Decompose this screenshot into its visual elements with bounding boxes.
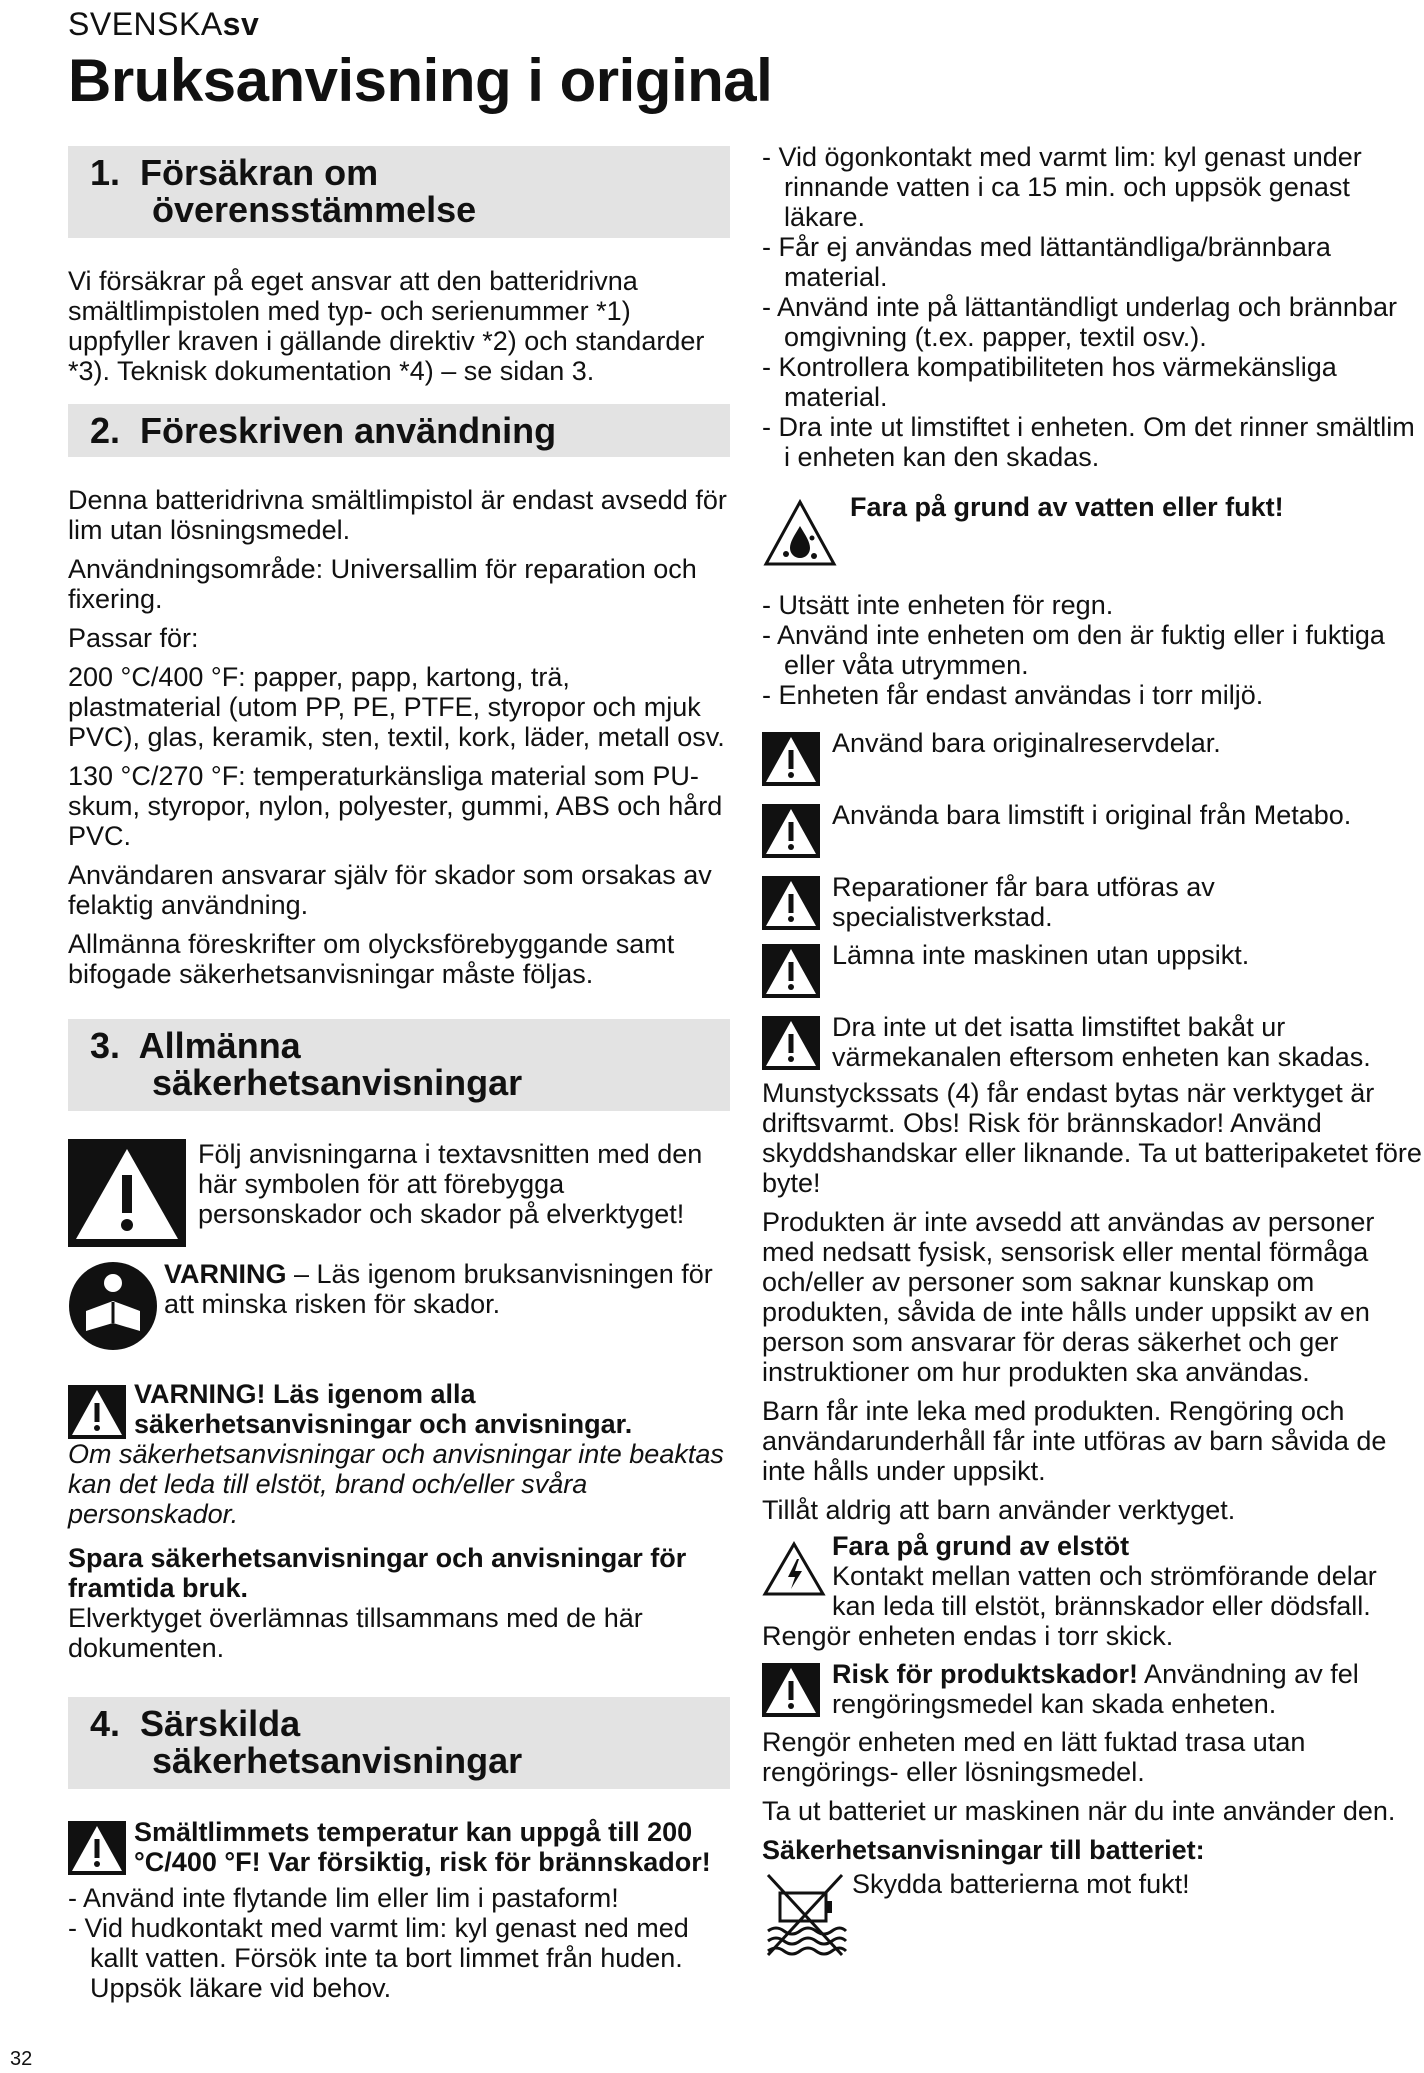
warning-triangle-icon — [762, 876, 820, 930]
section-2-heading: 2. Föreskriven användning — [68, 404, 730, 457]
children-text: Barn får inte leka med produkten. Rengöring och användarunderhåll får inte utföras av barn såvida de inte hålls under uppsikt. — [762, 1396, 1387, 1486]
list-item: - Kontrollera kompatibiliteten hos värmekänsliga material. — [762, 352, 1424, 412]
warning-triangle-icon — [68, 1385, 126, 1439]
list-item: - Vid hudkontakt med varmt lim: kyl genast ned med kallt vatten. Försök inte ta bort limmet från huden. Uppsök läkare vid behov. — [68, 1913, 728, 2003]
list-item: - Utsätt inte enheten för regn. — [762, 590, 1424, 620]
page-number: 32 — [10, 2048, 33, 2070]
cleaning-text: Rengör enheten med en lätt fuktad trasa utan rengörings- eller lösningsmedel. — [762, 1727, 1306, 1787]
unattended-warning: Lämna inte maskinen utan uppsikt. — [762, 940, 1424, 998]
battery-moisture-warning: Skydda batterierna mot fukt! — [762, 1869, 1424, 1959]
list-item: - Använd inte på lättantändligt underlag och brännbar omgivning (t.ex. papper, textil osv.). — [762, 292, 1424, 352]
nozzle-text: Munstyckssats (4) får endast bytas när verktyget är driftsvarmt. Obs! Risk för brännskador! Använd skyddshandskar eller liknande. Ta ut batteripaketet före byte! — [762, 1078, 1422, 1198]
symbol-explanation: Följ anvisningarna i textavsnitten med den här symbolen för att förebygga personskador och skador på elverktyget! — [68, 1139, 728, 1247]
list-item: - Använd inte flytande lim eller lim i pastaform! — [68, 1883, 728, 1913]
product-damage-warning: Risk för produktskador! Användning av fel rengöringsmedel kan skada enheten. — [762, 1659, 1424, 1719]
glue-stick-removal-warning: Dra inte ut det isatta limstiftet bakåt ur värmekanalen eftersom enheten kan skadas. — [762, 1012, 1424, 1072]
suitable-for-label: Passar för: — [68, 623, 199, 653]
save-instructions-heading: Spara säkerhetsanvisningar och anvisningar för framtida bruk. — [68, 1543, 687, 1603]
warning-triangle-icon — [68, 1821, 126, 1875]
warning-word: VARNING — [164, 1259, 287, 1289]
large-warning-triangle-icon — [68, 1139, 186, 1247]
battery-safety-heading: Säkerhetsanvisningar till batteriet: — [762, 1835, 1205, 1865]
repairs-warning: Reparationer får bara utföras av specialistverkstad. — [762, 872, 1424, 932]
section-3-heading: 3. Allmänna säkerhetsanvisningar — [68, 1019, 730, 1111]
special-safety-list — [68, 1883, 728, 2003]
water-safety-list — [762, 590, 1424, 710]
language-label: SVENSKAsv — [68, 6, 260, 42]
read-manual-icon — [68, 1261, 158, 1351]
list-item: - Vid ögonkontakt med varmt lim: kyl genast under rinnande vatten i ca 15 min. och uppsök genast läkare. — [762, 142, 1424, 232]
list-item: - Får ej användas med lättantändliga/brännbara material. — [762, 232, 1424, 292]
general-warning: VARNING! Läs igenom alla säkerhetsanvisningar och anvisningar. — [68, 1379, 728, 1439]
warning-consequence-text: Om säkerhetsanvisningar och anvisningar inte beaktas kan det leda till elstöt, brand och/eller svåra personskador. — [68, 1439, 724, 1529]
read-manual-row: VARNING – Läs igenom bruksanvisningen för att minska risken för skador. — [68, 1255, 728, 1351]
right-column — [762, 142, 1424, 1971]
left-column — [68, 146, 728, 2009]
warning-triangle-icon — [762, 944, 820, 998]
list-item: - Använd inte enheten om den är fuktig eller i fuktiga eller våta utrymmen. — [762, 620, 1424, 680]
electric-shock-icon — [762, 1541, 826, 1597]
list-item: - Dra inte ut limstiftet i enheten. Om det rinner smältlim i enheten kan den skadas. — [762, 412, 1424, 472]
application-text: Användningsområde: Universallim för reparation och fixering. — [68, 554, 697, 614]
list-item: - Enheten får endast användas i torr miljö. — [762, 680, 1424, 710]
electric-shock-warning: Fara på grund av elstöt Kontakt mellan vatten och strömförande delar kan leda till elstöt, brännskador eller dödsfall. Rengör enheten endas i torr skick. — [762, 1531, 1377, 1651]
water-warning: Fara på grund av vatten eller fukt! — [762, 492, 1424, 568]
section-1-heading: 1. Försäkran om överensstämmelse — [68, 146, 730, 238]
warning-triangle-icon — [762, 804, 820, 858]
regulations-text: Allmänna föreskrifter om olycksförebyggande samt bifogade säkerhetsanvisningar måste följas. — [68, 929, 675, 989]
original-glue-sticks-warning: Använda bara limstift i original från Metabo. — [762, 800, 1424, 858]
declaration-text: Vi försäkrar på eget ansvar att den batteridrivna smältlimpistolen med typ- och serienummer *1) uppfyller kraven i gällande direktiv *2) och standarder *3). Teknisk dokumentation *4) – se sidan 3. — [68, 266, 705, 386]
materials-130-text: 130 °C/270 °F: temperaturkänsliga material som PU-skum, styropor, nylon, polyester, gummi, ABS och hård PVC. — [68, 761, 723, 851]
remove-battery-text: Ta ut batteriet ur maskinen när du inte använder den. — [762, 1796, 1396, 1826]
children-tool-text: Tillåt aldrig att barn använder verktyget. — [762, 1495, 1236, 1525]
temperature-warning: Smältlimmets temperatur kan uppgå till 200 °C/400 °F! Var försiktig, risk för brännskador! — [68, 1817, 728, 1877]
warning-triangle-icon — [762, 1016, 820, 1070]
warning-triangle-icon — [762, 1663, 820, 1717]
intended-use-text: Denna batteridrivna smältlimpistol är endast avsedd för lim utan lösningsmedel. — [68, 485, 727, 545]
warning-triangle-icon — [762, 732, 820, 786]
materials-200-text: 200 °C/400 °F: papper, papp, kartong, trä, plastmaterial (utom PP, PE, PTFE, styropor och mjuk PVC), glas, keramik, sten, textil, kork, läder, metall osv. — [68, 662, 725, 752]
page-title: Bruksanvisning i original — [68, 47, 773, 114]
save-instructions-text: Elverktyget överlämnas tillsammans med de här dokumenten. — [68, 1603, 643, 1663]
hot-glue-safety-list — [762, 142, 1424, 472]
original-parts-warning: Använd bara originalreservdelar. — [762, 728, 1424, 786]
responsibility-text: Användaren ansvarar själv för skador som orsakas av felaktig användning. — [68, 860, 712, 920]
no-moisture-battery-icon — [762, 1869, 848, 1959]
section-4-heading: 4. Särskilda säkerhetsanvisningar — [68, 1697, 730, 1789]
water-drop-warning-icon — [762, 498, 838, 568]
user-restriction-text: Produkten är inte avsedd att användas av personer med nedsatt fysisk, sensorisk eller mental förmåga och/eller av personer som saknar kunskap om produkten, såvida de inte hålls under uppsikt av en person som ansvarar för deras säkerhet och ger instruktioner om hur produkten ska användas. — [762, 1207, 1375, 1387]
